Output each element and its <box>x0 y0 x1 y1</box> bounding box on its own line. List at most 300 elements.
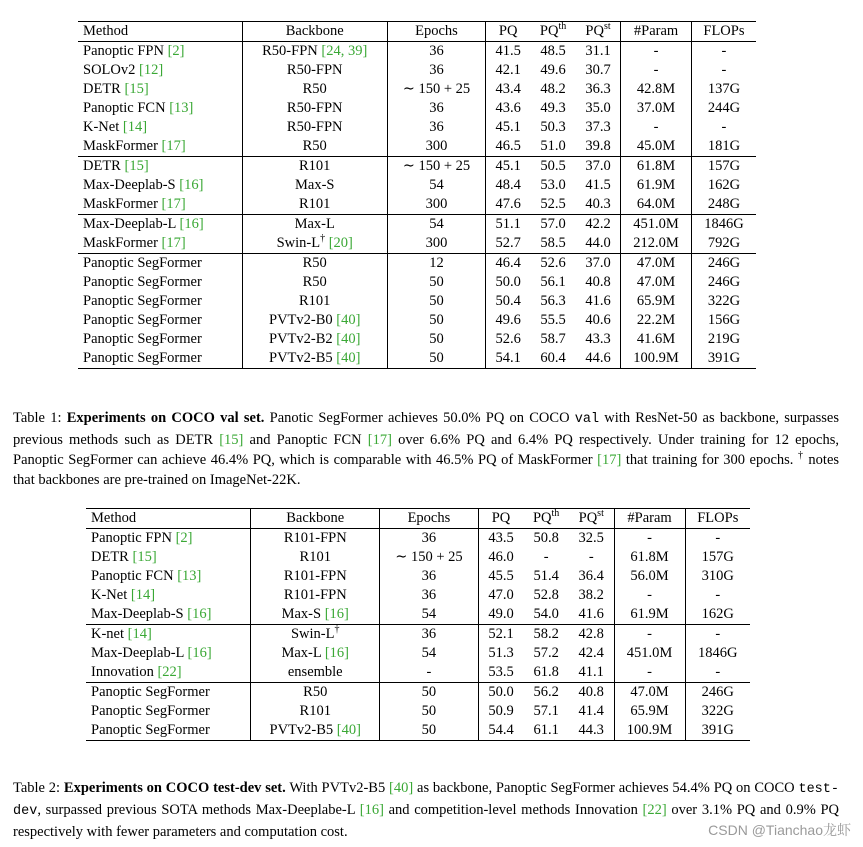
epochs-cell: 50 <box>380 702 479 721</box>
pq-st-cell: 37.0 <box>576 157 621 177</box>
flops-cell: 310G <box>685 567 750 586</box>
pq-th-cell: 49.3 <box>540 100 566 116</box>
citation-link[interactable]: [2] <box>167 43 185 59</box>
results-table-val <box>78 21 756 369</box>
flops-cell: 162G <box>685 605 750 625</box>
citation-link[interactable]: [15] <box>124 158 149 174</box>
pq-cell: 45.1 <box>486 157 531 177</box>
pq-st-cell: 44.6 <box>576 349 621 369</box>
pq-st-cell: 40.8 <box>585 274 611 290</box>
table-row <box>86 644 750 663</box>
table-row <box>78 195 756 215</box>
pq-st-cell: - <box>588 549 594 565</box>
backbone-cell: R101 <box>242 157 387 177</box>
pq-st-cell: 44.0 <box>585 235 611 251</box>
backbone-cell: Swin-L† <box>251 625 380 645</box>
param-cell: - <box>621 61 692 80</box>
param-cell: 47.0M <box>621 254 692 274</box>
pq-th-cell: 54.0 <box>533 606 559 622</box>
epochs-cell: ∼ 150 + 25 <box>387 80 485 99</box>
pq-cell: 52.1 <box>478 625 523 645</box>
pq-st-cell: 40.3 <box>585 196 611 212</box>
method-cell: Max-Deeplab-L [16] <box>78 215 242 235</box>
col-pq: PQ <box>486 22 531 42</box>
epochs-cell: 54 <box>380 644 479 663</box>
epochs-cell: 36 <box>387 118 485 137</box>
citation-link[interactable]: [13] <box>177 568 202 584</box>
param-cell: 47.0M <box>614 683 685 703</box>
pq-th-cell: 50.3 <box>540 119 566 135</box>
col-pq-th: $PQ^{th}$ <box>523 509 569 529</box>
pq-st-cell: 41.4 <box>578 703 604 719</box>
citation-link[interactable]: [12] <box>139 62 164 78</box>
pq-th-cell: - <box>543 549 549 565</box>
epochs-cell: 36 <box>387 42 485 62</box>
param-cell: 37.0M <box>621 99 692 118</box>
pq-cell: 50.9 <box>478 702 523 721</box>
flops-cell: 244G <box>691 99 756 118</box>
pq-cell: 51.1 <box>486 215 531 235</box>
table-row <box>78 137 756 157</box>
table-row <box>86 702 750 721</box>
citation-link[interactable]: [14] <box>122 119 148 135</box>
epochs-cell: 54 <box>380 605 479 625</box>
flops-cell: - <box>691 61 756 80</box>
epochs-cell: 300 <box>387 234 485 254</box>
table-row <box>78 330 756 349</box>
pq-st-cell: 32.5 <box>578 530 604 546</box>
pq-th-cell: 57.2 <box>533 645 559 661</box>
pq-cell: 43.4 <box>486 80 531 99</box>
backbone-cell: PVTv2-B0 [40] <box>242 311 387 330</box>
backbone-cell: R50 <box>242 273 387 292</box>
method-cell: DETR [15] <box>78 157 242 177</box>
citation-link[interactable]: [22] <box>642 802 667 818</box>
col-epochs: Epochs <box>387 22 485 42</box>
param-cell: 100.9M <box>614 721 685 741</box>
citation-link[interactable]: [16] <box>187 645 212 661</box>
citation-link[interactable]: [16] <box>187 606 212 622</box>
pq-th-cell: 57.0 <box>530 215 575 235</box>
col-method: Method <box>86 509 251 529</box>
pq-st-cell: 36.4 <box>578 568 604 584</box>
pq-th-cell: 56.3 <box>540 293 566 309</box>
citation-link[interactable]: [17] <box>161 196 186 212</box>
pq-cell: 47.0 <box>478 586 523 605</box>
col-backbone: Backbone <box>242 22 387 42</box>
pq-st-cell: 35.0 <box>585 100 611 116</box>
flops-cell: 246G <box>685 683 750 703</box>
citation-link[interactable]: [16] <box>359 802 384 818</box>
pq-th-cell: 52.8 <box>533 587 559 603</box>
flops-cell: - <box>685 663 750 683</box>
epochs-cell: 50 <box>380 683 479 703</box>
param-cell: 47.0M <box>621 273 692 292</box>
method-cell: Panoptic SegFormer <box>78 254 242 274</box>
backbone-cell: R50 <box>242 80 387 99</box>
method-cell: Panoptic SegFormer <box>83 274 202 290</box>
backbone-cell: Max-S <box>242 176 387 195</box>
epochs-cell: 50 <box>387 311 485 330</box>
param-cell: 61.8M <box>614 548 685 567</box>
citation-link[interactable]: [40] <box>336 722 361 738</box>
pq-cell: 54.4 <box>478 721 523 741</box>
flops-cell: 792G <box>691 234 756 254</box>
citation-link[interactable]: [15] <box>219 432 244 448</box>
method-cell: Panoptic FCN [13] <box>91 568 202 584</box>
epochs-cell: 36 <box>380 625 479 645</box>
backbone-cell: R101 <box>251 548 380 567</box>
pq-st-cell: 40.8 <box>569 683 614 703</box>
flops-cell: 181G <box>691 137 756 157</box>
flops-cell: - <box>685 625 750 645</box>
pq-st-cell: 39.8 <box>585 138 611 154</box>
pq-th-cell: 57.1 <box>533 703 559 719</box>
param-cell: - <box>614 529 685 549</box>
pq-cell: 43.6 <box>486 99 531 118</box>
col-pq-th: $PQ^{th}$ <box>530 22 575 42</box>
table-header <box>86 509 750 529</box>
epochs-cell: ∼ 150 + 25 <box>387 157 485 177</box>
backbone-cell: R101-FPN <box>251 567 380 586</box>
param-cell: 64.0M <box>621 195 692 215</box>
backbone-cell: Max-L <box>242 215 387 235</box>
table2-caption: Table 2: Experiments on COCO test-dev set. With PVTv2-B5 [40] as backbone, Panoptic SegFormer achieves 54.4% PQ on COCO test-dev, surpassed previous SOTA methods Max-Deeplabe-L [16] and competition-level methods Innovation [22] over 3.1% PQ and 0.9% PQ respectively with fewer parameters and computation cost. <box>13 780 839 840</box>
table-row <box>78 292 756 311</box>
method-cell: Max-Deeplab-S [16] <box>91 606 212 622</box>
pq-st-cell: 42.8 <box>569 625 614 645</box>
pq-st-cell: 37.3 <box>585 119 611 135</box>
method-cell: Panoptic SegFormer <box>91 703 210 719</box>
backbone-cell: R50 <box>251 683 380 703</box>
method-cell: Panoptic FCN [13] <box>83 100 194 116</box>
param-cell: 41.6M <box>621 330 692 349</box>
col-flops: FLOPs <box>691 22 756 42</box>
table-row <box>86 605 750 625</box>
backbone-cell: R101 <box>242 195 387 215</box>
epochs-cell: 36 <box>387 99 485 118</box>
pq-st-cell: 42.2 <box>576 215 621 235</box>
method-cell: K-Net [14] <box>83 119 148 135</box>
flops-cell: 1846G <box>685 644 750 663</box>
table-row <box>86 529 750 549</box>
epochs-cell: ∼ 150 + 25 <box>380 548 479 567</box>
epochs-cell: 50 <box>387 292 485 311</box>
flops-cell: - <box>691 42 756 62</box>
table-row <box>78 311 756 330</box>
epochs-cell: 54 <box>387 176 485 195</box>
table-row <box>78 254 756 274</box>
backbone-cell: R50 <box>242 254 387 274</box>
col-epochs: Epochs <box>380 509 479 529</box>
citation-link[interactable]: [40] <box>389 780 414 796</box>
results-table-test-dev <box>86 508 750 741</box>
citation-link[interactable]: [24, 39] <box>321 43 368 59</box>
epochs-cell: 50 <box>380 721 479 741</box>
table-row <box>86 721 750 741</box>
backbone-cell: R50 <box>242 137 387 157</box>
pq-th-cell: 52.6 <box>530 254 575 274</box>
method-cell: MaskFormer [17] <box>83 235 186 251</box>
table-row <box>78 157 756 177</box>
pq-cell: 46.4 <box>486 254 531 274</box>
pq-cell: 50.0 <box>486 273 531 292</box>
pq-th-cell: 53.0 <box>540 177 566 193</box>
epochs-cell: - <box>380 663 479 683</box>
flops-cell: 391G <box>691 349 756 369</box>
table-row <box>78 215 756 235</box>
citation-link[interactable]: [17] <box>161 138 186 154</box>
col-method: Method <box>78 22 242 42</box>
pq-st-cell: 41.5 <box>585 177 611 193</box>
param-cell: - <box>614 663 685 683</box>
method-cell: Panoptic FPN [2] <box>83 43 185 59</box>
backbone-cell: R50-FPN <box>242 61 387 80</box>
flops-cell: 246G <box>691 254 756 274</box>
flops-cell: 391G <box>685 721 750 741</box>
pq-cell: 52.6 <box>486 330 531 349</box>
table-row <box>86 548 750 567</box>
citation-link[interactable]: [40] <box>336 331 361 347</box>
method-cell: Panoptic SegFormer <box>86 683 251 703</box>
pq-cell: 45.5 <box>478 567 523 586</box>
backbone-cell: ensemble <box>251 663 380 683</box>
pq-th-cell: 50.5 <box>530 157 575 177</box>
table-row <box>78 42 756 62</box>
epochs-cell: 36 <box>380 567 479 586</box>
backbone-cell: Max-L [16] <box>251 644 380 663</box>
citation-link[interactable]: [40] <box>336 350 361 366</box>
citation-link[interactable]: [16] <box>179 216 204 232</box>
method-cell: Panoptic SegFormer <box>86 721 251 741</box>
method-cell: Innovation [22] <box>91 664 182 680</box>
table-row <box>78 234 756 254</box>
col-param: #Param <box>621 22 692 42</box>
pq-st-cell: 42.4 <box>578 645 604 661</box>
epochs-cell: 36 <box>380 529 479 549</box>
pq-th-cell: 51.4 <box>533 568 559 584</box>
backbone-cell: Max-S [16] <box>251 605 380 625</box>
param-cell: - <box>621 42 692 62</box>
method-cell: DETR [15] <box>91 549 157 565</box>
col-pq-st: $PQ^{st}$ <box>576 22 621 42</box>
citation-link[interactable]: [15] <box>132 549 157 565</box>
pq-cell: 46.5 <box>486 137 531 157</box>
epochs-cell: 12 <box>387 254 485 274</box>
pq-st-cell: 43.3 <box>585 331 611 347</box>
param-cell: - <box>614 586 685 605</box>
flops-cell: 246G <box>691 273 756 292</box>
param-cell: 451.0M <box>621 215 692 235</box>
table-row <box>78 99 756 118</box>
pq-th-cell: 48.2 <box>540 81 566 97</box>
citation-link[interactable]: [2] <box>175 530 193 546</box>
pq-st-cell: 41.6 <box>578 606 604 622</box>
col-param: #Param <box>614 509 685 529</box>
backbone-cell: R50-FPN <box>242 99 387 118</box>
method-cell: Max-Deeplab-L [16] <box>91 645 212 661</box>
pq-st-cell: 41.1 <box>578 664 604 680</box>
param-cell: 100.9M <box>621 349 692 369</box>
pq-cell: 50.4 <box>486 292 531 311</box>
param-cell: 212.0M <box>621 234 692 254</box>
citation-link[interactable]: [17] <box>161 235 186 251</box>
pq-st-cell: 38.2 <box>578 587 604 603</box>
flops-cell: - <box>685 529 750 549</box>
pq-cell: 53.5 <box>478 663 523 683</box>
pq-th-cell: 56.2 <box>523 683 569 703</box>
pq-cell: 41.5 <box>486 42 531 62</box>
flops-cell: 248G <box>691 195 756 215</box>
epochs-cell: 36 <box>387 61 485 80</box>
param-cell: 42.8M <box>621 80 692 99</box>
pq-th-cell: 49.6 <box>540 62 566 78</box>
pq-cell: 46.0 <box>478 548 523 567</box>
backbone-cell: Swin-L† [20] <box>242 234 387 254</box>
flops-cell: 322G <box>685 702 750 721</box>
pq-th-cell: 60.4 <box>530 349 575 369</box>
flops-cell: 162G <box>691 176 756 195</box>
method-cell: Panoptic SegFormer <box>83 331 202 347</box>
param-cell: 45.0M <box>621 137 692 157</box>
col-backbone: Backbone <box>251 509 380 529</box>
flops-cell: 156G <box>691 311 756 330</box>
table-header <box>78 22 756 42</box>
table-row <box>78 273 756 292</box>
method-cell: MaskFormer [17] <box>83 138 186 154</box>
method-cell: DETR [15] <box>83 81 149 97</box>
pq-th-cell: 55.5 <box>540 312 566 328</box>
flops-cell: 1846G <box>691 215 756 235</box>
citation-link[interactable]: [13] <box>169 100 194 116</box>
pq-th-cell: 48.5 <box>540 43 566 59</box>
pq-th-cell: 58.5 <box>540 235 566 251</box>
flops-cell: - <box>685 586 750 605</box>
pq-st-cell: 36.3 <box>585 81 611 97</box>
citation-link[interactable]: [16] <box>179 177 204 193</box>
flops-cell: 137G <box>691 80 756 99</box>
pq-th-cell: 58.7 <box>540 331 566 347</box>
flops-cell: 157G <box>691 157 756 177</box>
backbone-cell: R101 <box>251 702 380 721</box>
table-row <box>86 625 750 645</box>
method-cell: SOLOv2 [12] <box>83 62 164 78</box>
pq-st-cell: 30.7 <box>585 62 611 78</box>
param-cell: 65.9M <box>614 702 685 721</box>
backbone-cell: R50-FPN <box>242 118 387 137</box>
pq-cell: 47.6 <box>486 195 531 215</box>
method-cell: Panoptic SegFormer <box>83 312 202 328</box>
citation-link[interactable]: [16] <box>324 606 349 622</box>
epochs-cell: 36 <box>380 586 479 605</box>
table-row <box>86 683 750 703</box>
method-cell: Panoptic SegFormer <box>83 293 202 309</box>
citation-link[interactable]: [17] <box>597 452 622 468</box>
epochs-cell: 50 <box>387 273 485 292</box>
param-cell: 451.0M <box>614 644 685 663</box>
citation-link[interactable]: [14] <box>130 587 156 603</box>
table-row <box>78 118 756 137</box>
table-row <box>78 80 756 99</box>
backbone-cell: R50-FPN [24, 39] <box>242 42 387 62</box>
pq-cell: 50.0 <box>478 683 523 703</box>
method-cell: Panoptic FPN [2] <box>91 530 193 546</box>
epochs-cell: 54 <box>387 215 485 235</box>
param-cell: 22.2M <box>621 311 692 330</box>
pq-th-cell: 58.2 <box>523 625 569 645</box>
method-cell: Panoptic SegFormer <box>78 349 242 369</box>
pq-th-cell: 61.8 <box>533 664 559 680</box>
epochs-cell: 300 <box>387 195 485 215</box>
pq-st-cell: 41.6 <box>585 293 611 309</box>
method-cell: K-Net [14] <box>91 587 156 603</box>
method-cell: Max-Deeplab-S [16] <box>83 177 204 193</box>
flops-cell: 157G <box>685 548 750 567</box>
backbone-cell: R101-FPN <box>251 586 380 605</box>
table-row <box>86 663 750 683</box>
col-pq: PQ <box>478 509 523 529</box>
citation-link[interactable]: [22] <box>157 664 182 680</box>
backbone-cell: R101 <box>242 292 387 311</box>
watermark: CSDN @Tianchao龙虾 <box>708 822 851 838</box>
table-row <box>78 176 756 195</box>
pq-cell: 51.3 <box>478 644 523 663</box>
param-cell: 61.8M <box>621 157 692 177</box>
param-cell: 56.0M <box>614 567 685 586</box>
pq-th-cell: 61.1 <box>523 721 569 741</box>
pq-st-cell: 44.3 <box>569 721 614 741</box>
citation-link[interactable]: [17] <box>367 432 392 448</box>
param-cell: 61.9M <box>621 176 692 195</box>
flops-cell: 322G <box>691 292 756 311</box>
citation-link[interactable]: [40] <box>336 312 361 328</box>
pq-cell: 45.1 <box>486 118 531 137</box>
flops-cell: - <box>691 118 756 137</box>
pq-th-cell: 56.1 <box>540 274 566 290</box>
table-row <box>86 567 750 586</box>
backbone-cell: R101-FPN <box>251 529 380 549</box>
param-cell: 65.9M <box>621 292 692 311</box>
table-row <box>86 586 750 605</box>
citation-link[interactable]: [14] <box>127 626 152 642</box>
epochs-cell: 50 <box>387 330 485 349</box>
backbone-cell: PVTv2-B5 [40] <box>242 349 387 369</box>
flops-cell: 219G <box>691 330 756 349</box>
pq-st-cell: 40.6 <box>585 312 611 328</box>
pq-cell: 42.1 <box>486 61 531 80</box>
pq-th-cell: 50.8 <box>533 530 559 546</box>
citation-link[interactable]: [20] <box>328 235 353 251</box>
param-cell: 61.9M <box>614 605 685 625</box>
pq-th-cell: 52.5 <box>540 196 566 212</box>
pq-cell: 49.6 <box>486 311 531 330</box>
backbone-cell: PVTv2-B5 [40] <box>251 721 380 741</box>
pq-cell: 48.4 <box>486 176 531 195</box>
method-cell: K-net [14] <box>86 625 251 645</box>
citation-link[interactable]: [16] <box>324 645 349 661</box>
pq-st-cell: 31.1 <box>585 43 611 59</box>
col-pq-st: $PQ^{st}$ <box>569 509 614 529</box>
epochs-cell: 300 <box>387 137 485 157</box>
method-cell: MaskFormer [17] <box>83 196 186 212</box>
table-row <box>78 349 756 369</box>
table-row <box>78 61 756 80</box>
backbone-cell: PVTv2-B2 [40] <box>242 330 387 349</box>
citation-link[interactable]: [15] <box>124 81 149 97</box>
pq-th-cell: 51.0 <box>540 138 566 154</box>
pq-cell: 43.5 <box>478 529 523 549</box>
epochs-cell: 50 <box>387 349 485 369</box>
